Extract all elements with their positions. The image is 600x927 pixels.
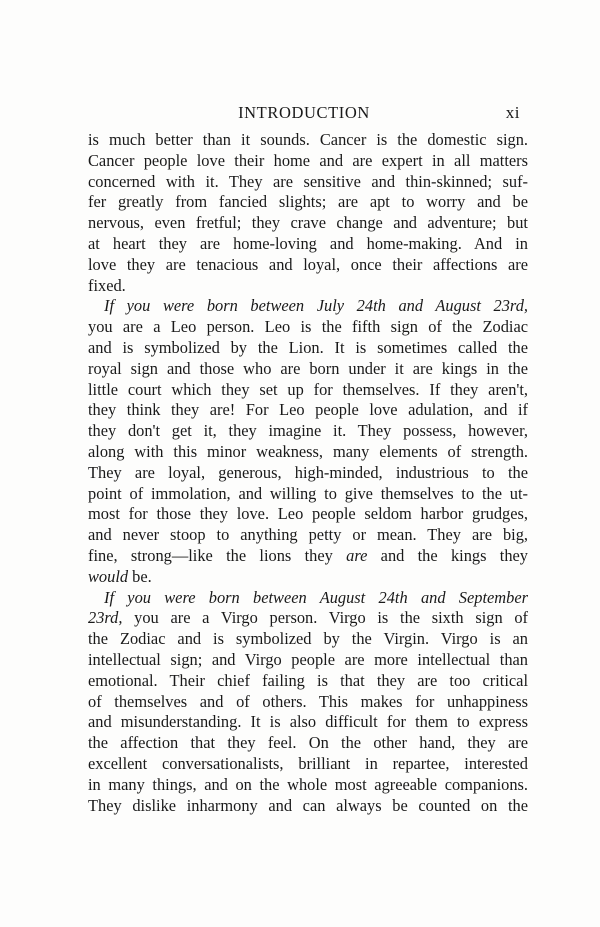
italic-word: are	[346, 545, 368, 565]
text-line: fixed.	[88, 275, 126, 295]
text-line: Cancer people love their home and are expert in all matters	[88, 150, 528, 170]
text-run: you are a Virgo person. Virgo is the sixth sign of	[122, 608, 528, 628]
text-run: fine, strong—like the lions they	[88, 545, 347, 565]
text-line: they think they are! For Leo people love adulation, and if	[88, 400, 528, 420]
running-head	[88, 103, 520, 125]
text-line: excellent conversationalists, brilliant in repartee, interested	[88, 753, 528, 773]
text-line: They dislike inharmony and can always be counted on the	[88, 795, 528, 815]
text-line: fer greatly from fancied slights; are apt to worry and be	[88, 192, 528, 212]
text-run: and the kings they	[367, 545, 528, 565]
text-line: royal sign and those who are born under it are kings in the	[88, 358, 528, 378]
text-line: is much better than it sounds. Cancer is the domestic sign.	[88, 130, 528, 149]
text-line: and misunderstanding. It is also difficult for them to express	[88, 712, 528, 732]
page-number: xi	[505, 103, 520, 122]
text-line: the Zodiac and is symbolized by the Virgin. Virgo is an	[88, 629, 528, 649]
italic-lead: 23rd,	[88, 608, 123, 628]
body-text	[88, 130, 528, 816]
running-head-title: INTRODUCTION	[238, 103, 370, 122]
text-line: They are loyal, generous, high-minded, industrious to the	[88, 462, 528, 482]
text-run: be.	[128, 566, 152, 586]
text-line: nervous, even fretful; they crave change and adventure; but	[88, 213, 528, 233]
text-line: they don't get it, they imagine it. They possess, however,	[88, 421, 528, 441]
italic-lead: If you were born between August 24th and September	[104, 587, 528, 607]
text-line: concerned with it. They are sensitive and thin-skinned; suf-	[88, 171, 528, 191]
text-line	[88, 296, 528, 317]
text-line	[88, 567, 528, 588]
text-line	[88, 588, 528, 609]
text-line: emotional. Their chief failing is that they are too critical	[88, 670, 528, 690]
text-line: most for those they love. Leo people seldom harbor grudges,	[88, 504, 528, 524]
text-line: and is symbolized by the Lion. It is sometimes called the	[88, 337, 528, 357]
text-line: love they are tenacious and loyal, once their affections are	[88, 254, 528, 274]
text-line: at heart they are home-loving and home-making. And in	[88, 233, 528, 253]
text-line: along with this minor weakness, many elements of strength.	[88, 441, 528, 461]
italic-lead: If you were born between July 24th and August 23rd,	[104, 296, 528, 316]
text-line: of themselves and of others. This makes for unhappiness	[88, 691, 528, 711]
text-line: you are a Leo person. Leo is the fifth sign of the Zodiac	[88, 317, 528, 337]
text-line: the affection that they feel. On the other hand, they are	[88, 733, 528, 753]
text-line: little court which they set up for themselves. If they aren't,	[88, 379, 528, 399]
text-line: point of immolation, and willing to give themselves to the ut-	[88, 483, 528, 503]
text-line: in many things, and on the whole most agreeable companions.	[88, 774, 528, 794]
text-line: and never stoop to anything petty or mean. They are big,	[88, 525, 528, 545]
text-line	[88, 546, 528, 567]
italic-word: would	[88, 566, 129, 586]
text-line: intellectual sign; and Virgo people are more intellectual than	[88, 649, 528, 669]
text-line	[88, 608, 528, 629]
